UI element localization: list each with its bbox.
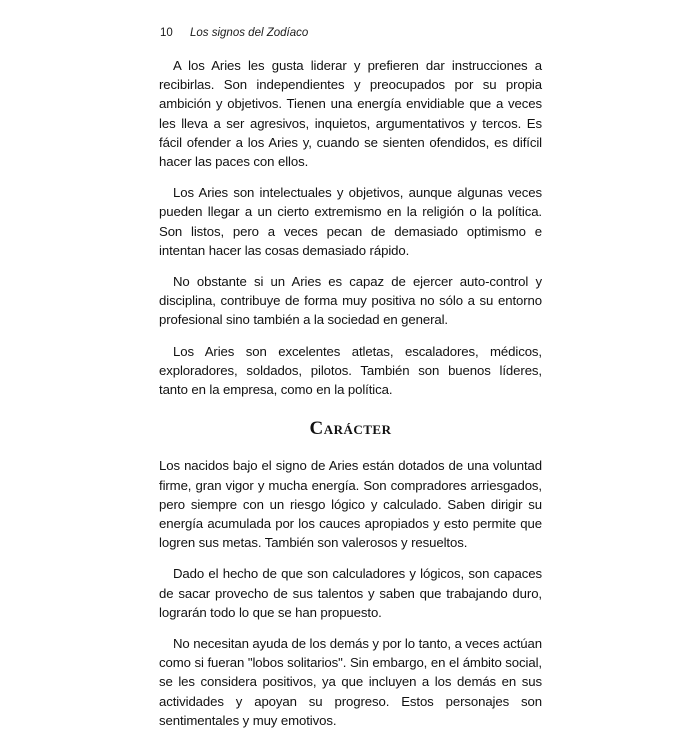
paragraph: Los Aries son intelectuales y objetivos, aunque algunas veces pueden llegar a un cierto extremismo en la religión o la política. Son listos, pero a veces pecan de demasiado optimismo e intentan hacer las cosas demasiado rápido. <box>159 185 542 258</box>
body-text <box>159 56 542 742</box>
running-head <box>160 27 308 39</box>
paragraph: A los Aries les gusta liderar y prefieren dar instrucciones a recibirlas. Son independientes y preocupados por su propia ambición y objetivos. Tienen una energía envidiable que a veces les lleva a ser agresivos, inquietos, argumentativos y tercos. Es fácil ofender a los Aries y, cuando se sienten ofendidos, es difícil hacer las paces con ellos. <box>159 58 542 170</box>
section-heading: Carácter <box>309 418 392 440</box>
paragraph: No obstante si un Aries es capaz de ejercer auto-control y disciplina, contribuye de forma muy positiva no sólo a su entorno profesional sino también a la sociedad en general. <box>159 274 542 328</box>
paragraph: Los nacidos bajo el signo de Aries están dotados de una voluntad firme, gran vigor y mucha energía. Son compradores arriesgados, pero siempre con un riesgo lógico y calculado. Saben dirigir su energía acumulada por los cauces apropiados y esto permite que logren sus metas. También son valerosos y resueltos. <box>159 458 542 551</box>
paragraph: Los Aries son excelentes atletas, escaladores, médicos, exploradores, soldados, pilotos. También son buenos líderes, tanto en la empresa, como en la política. <box>159 343 542 398</box>
page-number: 10 <box>160 27 173 39</box>
book-title: Los signos del Zodíaco <box>190 27 309 39</box>
paragraph: No necesitan ayuda de los demás y por lo tanto, a veces actúan como si fueran "lobos solitarios". Sin embargo, en el ámbito social, se les considera positivos, ya que incluyen a los demás en sus actividades y apoyan su progreso. Estos personajes son sentimentales y muy emotivos. <box>159 636 542 728</box>
paragraph: Dado el hecho de que son calculadores y lógicos, son capaces de sacar provecho de sus talentos y saben que trabajando duro, lograrán todo lo que se han propuesto. <box>159 566 542 620</box>
